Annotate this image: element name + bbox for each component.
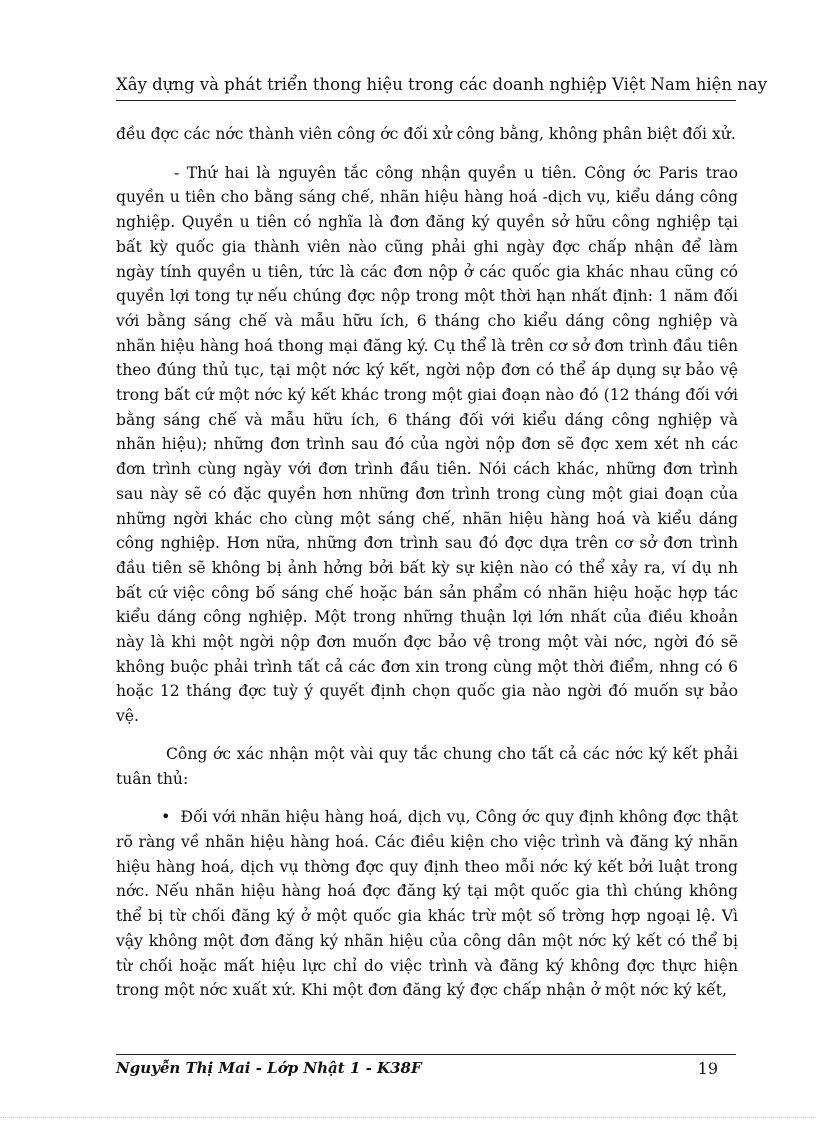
paragraph-4-text: Đối với nhãn hiệu hàng hoá, dịch vụ, Công ớc quy định không đợc thật rõ ràng về nhãn hiệu hàng hoá. Các điều kiện cho việc trình và đăng ký nhãn hiệu hàng hoá, dịch vụ thờng đợc quy định theo mỗi nớc ký kết bởi luật trong nớc. Nếu nhãn hiệu hàng hoá đợc đăng ký tại một quốc gia thì chúng không thể bị từ chối đăng ký ở một quốc gia khác trừ một số trờng hợp ngoại lệ. Vì vậy không một đơn đăng ký nhãn hiệu của công dân một nớc ký kết có thể bị từ chối hoặc mất hiệu lực chỉ do việc trình và đăng ký không đợc thực hiện trong một nớc xuất xứ. Khi một đơn đăng ký đợc chấp nhận ở một nớc ký kết, xyxy=(116,808,738,1000)
page-number: 19 xyxy=(697,1059,718,1078)
paragraph-2: - Thứ hai là nguyên tắc công nhận quyền u tiên. Công ớc Paris trao quyền u tiên cho bằng sáng chế, nhãn hiệu hàng hoá -dịch vụ, kiểu dáng công nghiệp. Quyền u tiên có nghĩa là đơn đăng ký quyền sở hữu công nghiệp tại bất kỳ quốc gia thành viên nào cũng phải ghi ngày đợc chấp nhận để làm ngày tính quyền u tiên, tức là các đơn nộp ở các quốc gia khác nhau cũng có quyền lợi tong tự nếu chúng đợc nộp trong một thời hạn nhất định: 1 năm đối với bằng sáng chế và mẫu hữu ích, 6 tháng cho kiểu dáng công nghiệp và nhãn hiệu hàng hoá thong mại đăng ký. Cụ thể là trên cơ sở đơn trình đầu tiên theo đúng thủ tục, tại một nớc ký kết, ngời nộp đơn có thể áp dụng sự bảo vệ trong bất cứ một nớc ký kết khác trong một giai đoạn nào đó (12 tháng đối với bằng sáng chế và mẫu hữu ích, 6 tháng đối với kiểu dáng công nghiệp và nhãn hiệu); những đơn trình sau đó của ngời nộp đơn sẽ đợc xem xét nh các đơn trình cùng ngày với đơn trình đầu tiên. Nói cách khác, những đơn trình sau này sẽ có đặc quyền hơn những đơn trình trong cùng một giai đoạn của những ngời khác cho cùng một sáng chế, nhãn hiệu hàng hoá và kiểu dáng công nghiệp. Hơn nữa, những đơn trình sau đó đợc dựa trên cơ sở đơn trình đầu tiên sẽ không bị ảnh hởng bởi bất kỳ sự kiện nào có thể xảy ra, ví dụ nh bất cứ việc công bố sáng chế hoặc bán sản phẩm có nhãn hiệu hoặc hợp tác kiểu dáng công nghiệp. Một trong những thuận lợi lớn nhất của điều khoản này là khi một ngời nộp đơn muốn đợc bảo vệ trong một vài nớc, ngời đó sẽ không buộc phải trình tất cả các đơn xin trong cùng một thời điểm, nhng có 6 hoặc 12 tháng đợc tuỳ ý quyết định chọn quốc gia nào ngời đó muốn sự bảo vệ. xyxy=(116,163,738,726)
page-header-title: Xây dựng và phát triển thong hiệu trong các doanh nghiệp Việt Nam hiện nay xyxy=(116,75,768,94)
document-body xyxy=(116,122,738,1003)
footer-divider xyxy=(116,1054,736,1055)
page-bottom-border xyxy=(0,1117,816,1118)
page-footer xyxy=(116,1059,738,1077)
header-divider xyxy=(116,100,736,101)
paragraph-3: Công ớc xác nhận một vài quy tắc chung cho tất cả các nớc ký kết phải tuân thủ: xyxy=(116,744,738,788)
paragraph-4 xyxy=(116,805,738,1003)
paragraph-1: đều đợc các nớc thành viên công ớc đối xử công bằng, không phân biệt đối xử. xyxy=(116,125,736,143)
bullet-icon: • xyxy=(161,807,171,827)
footer-author: Nguyễn Thị Mai - Lớp Nhật 1 - K38F xyxy=(116,1059,422,1077)
